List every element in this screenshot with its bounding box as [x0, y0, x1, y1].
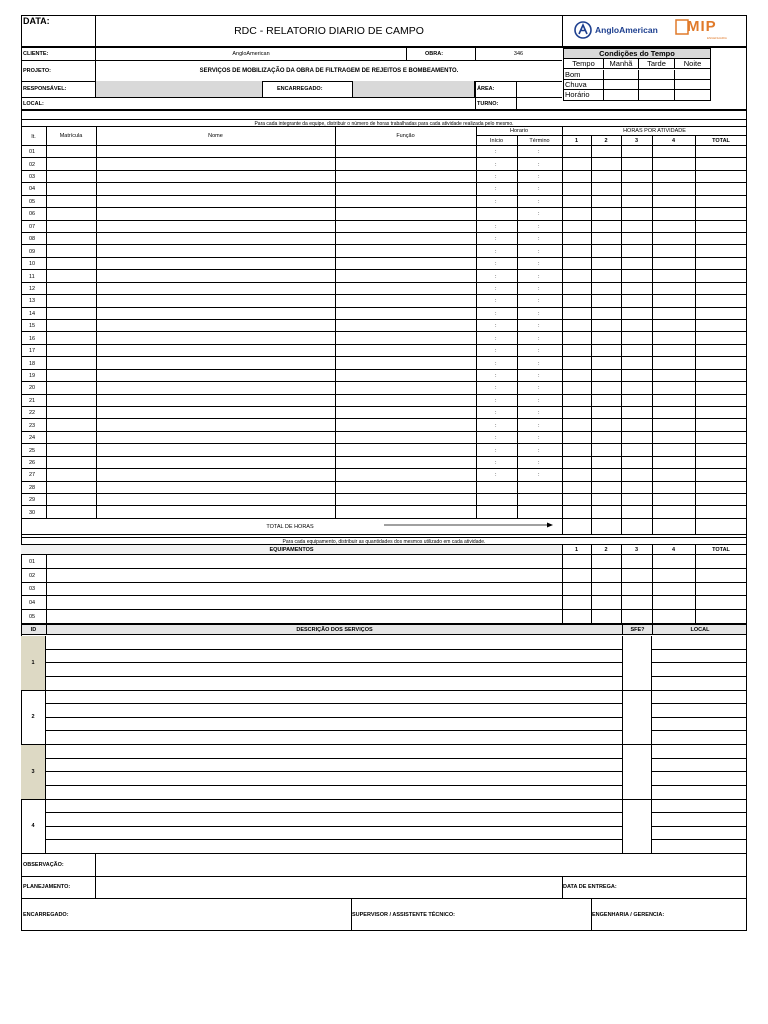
table-row[interactable]: [21, 457, 747, 469]
service-description-line[interactable]: [46, 731, 622, 745]
end-time-separator[interactable]: :: [538, 298, 540, 305]
end-time-separator[interactable]: :: [538, 149, 540, 156]
table-row[interactable]: [21, 494, 747, 506]
total-hours-label: TOTAL DE HORAS: [266, 524, 314, 530]
page-title: RDC - RELATORIO DIARIO DE CAMPO: [234, 25, 424, 37]
service-local-line[interactable]: [652, 827, 747, 841]
start-time-separator[interactable]: :: [495, 149, 497, 156]
weather-title: Condições do Tempo: [564, 49, 710, 59]
row-number: 15: [29, 323, 36, 330]
eq-col-4: 4: [652, 545, 695, 555]
row-number: 12: [29, 285, 36, 292]
end-time-separator[interactable]: :: [538, 323, 540, 330]
row-number: 02: [29, 161, 36, 168]
table-row[interactable]: [21, 444, 747, 456]
table-row[interactable]: [21, 432, 747, 444]
start-time-separator[interactable]: :: [495, 422, 497, 429]
obra-label: OBRA:: [425, 50, 444, 57]
service-description-line[interactable]: [46, 704, 622, 718]
weather-row-rain: Chuva: [564, 80, 604, 89]
row-number: 28: [29, 484, 36, 491]
project-label: PROJETO:: [23, 67, 52, 74]
end-time-separator[interactable]: :: [538, 422, 540, 429]
row-number: 06: [29, 211, 36, 218]
divider: [562, 15, 563, 47]
weather-cell[interactable]: [604, 70, 639, 79]
row-number: 25: [29, 447, 36, 454]
row-number: 17: [29, 348, 36, 355]
row-number: 16: [29, 335, 36, 342]
end-time-separator[interactable]: :: [538, 211, 540, 218]
services-col-desc: DESCRIÇÃO DOS SERVIÇOS: [46, 624, 622, 635]
row-number: 14: [29, 310, 36, 317]
weather-cell[interactable]: [675, 90, 710, 100]
service-local-line[interactable]: [652, 731, 747, 745]
signature-engineering-label: ENGENHARIA / GERENCIA:: [592, 911, 665, 918]
weather-cell[interactable]: [639, 80, 675, 89]
end-time-separator[interactable]: :: [538, 285, 540, 292]
row-number: 21: [29, 397, 36, 404]
end-time-separator[interactable]: :: [538, 335, 540, 342]
service-local-line[interactable]: [652, 691, 747, 705]
table-row[interactable]: [21, 221, 747, 233]
start-time-separator[interactable]: :: [495, 198, 497, 205]
end-time-separator[interactable]: :: [538, 372, 540, 379]
end-time-separator[interactable]: :: [538, 472, 540, 479]
weather-col-night: Noite: [683, 59, 702, 68]
service-local-line[interactable]: [652, 663, 747, 677]
client-value[interactable]: AngloAmerican: [232, 50, 270, 57]
table-row[interactable]: [21, 469, 747, 481]
col-inicio: Início: [489, 138, 504, 144]
row-number: 03: [29, 174, 36, 181]
service-local-line[interactable]: [652, 813, 747, 827]
service-local-line[interactable]: [652, 636, 747, 650]
end-time-separator[interactable]: :: [538, 435, 540, 442]
table-row[interactable]: [21, 183, 747, 195]
table-row[interactable]: [21, 320, 747, 332]
table-row[interactable]: [21, 196, 747, 208]
end-time-separator[interactable]: :: [538, 248, 540, 255]
start-time-separator[interactable]: :: [495, 236, 497, 243]
row-number: 10: [29, 261, 36, 268]
client-logo-text: AngloAmerican: [595, 25, 658, 35]
shift-label: TURNO:: [477, 100, 499, 107]
table-row[interactable]: [21, 332, 747, 344]
contractor-logo: [675, 19, 727, 41]
col-nome: Nome: [208, 133, 223, 139]
start-time-separator[interactable]: :: [495, 248, 497, 255]
client-logo: [574, 21, 658, 39]
service-local-line[interactable]: [652, 677, 747, 691]
services-col-sfe: SFE?: [622, 624, 652, 635]
weather-cell[interactable]: [675, 70, 710, 79]
weather-col-tempo: Tempo: [564, 59, 604, 68]
end-time-separator[interactable]: :: [538, 198, 540, 205]
table-row[interactable]: [21, 610, 747, 624]
service-local-line[interactable]: [652, 704, 747, 718]
service-local-line[interactable]: [652, 840, 747, 854]
service-id-cell: 1: [21, 636, 46, 691]
start-time-separator[interactable]: :: [495, 261, 497, 268]
service-description-line[interactable]: [46, 650, 622, 664]
foreman-label: ENCARREGADO:: [277, 86, 323, 92]
area-label: ÁREA:: [477, 86, 495, 92]
row-number: 09: [29, 248, 36, 255]
foreman-field[interactable]: [352, 81, 475, 97]
table-row[interactable]: [21, 270, 747, 282]
project-value[interactable]: SERVIÇOS DE MOBILIZAÇÃO DA OBRA DE FILTRAGEM DE REJEITOS E BOMBEAMENTO.: [199, 67, 459, 74]
table-row[interactable]: [21, 419, 747, 431]
col-activity-4: 4: [671, 138, 676, 144]
service-description-line[interactable]: [46, 800, 622, 814]
end-time-separator[interactable]: :: [538, 273, 540, 280]
planning-label: PLANEJAMENTO:: [23, 884, 71, 890]
col-funcao: Função: [396, 133, 415, 139]
service-description-line[interactable]: [46, 759, 622, 773]
service-local-line[interactable]: [652, 786, 747, 800]
col-item: It.: [31, 133, 36, 140]
table-row[interactable]: [21, 258, 747, 270]
service-local-line[interactable]: [652, 718, 747, 732]
row-number: 24: [29, 435, 36, 442]
table-row[interactable]: [21, 233, 747, 245]
observation-field[interactable]: [96, 855, 746, 875]
client-label: CLIENTE:: [23, 50, 49, 57]
weather-cell[interactable]: [639, 70, 675, 79]
table-row[interactable]: [21, 382, 747, 394]
equipment-header: EQUIPAMENTOS: [21, 545, 562, 555]
local-label: LOCAL:: [23, 100, 44, 107]
col-horas-atividade: HORAS POR ATIVIDADE: [562, 127, 747, 136]
col-activity-1: 1: [574, 138, 579, 144]
start-time-separator[interactable]: :: [495, 410, 497, 417]
row-number: 01: [29, 149, 36, 156]
date-label: DATA:: [23, 16, 50, 26]
row-number: 26: [29, 459, 36, 466]
start-time-separator[interactable]: :: [495, 298, 497, 305]
services-col-local: LOCAL: [652, 624, 747, 635]
col-termino: Término: [529, 138, 550, 144]
service-description-line[interactable]: [46, 636, 622, 650]
row-number: 01: [29, 558, 36, 565]
service-sfe-cell[interactable]: [622, 636, 652, 691]
signature-foreman-label: ENCARREGADO:: [23, 911, 69, 918]
weather-table: [563, 48, 711, 101]
start-time-separator[interactable]: :: [495, 372, 497, 379]
start-time-separator[interactable]: :: [495, 459, 497, 466]
equipment-note: Para cada equipamento, distribuir as quantidades dos mesmos utilizado em cada atividade.: [21, 537, 747, 545]
table-row[interactable]: [21, 395, 747, 407]
eq-col-1: 1: [562, 545, 591, 555]
end-time-separator[interactable]: :: [538, 236, 540, 243]
service-description-line[interactable]: [46, 745, 622, 759]
contractor-logo-sub: ENGENHARIA: [707, 36, 727, 40]
end-time-separator[interactable]: :: [538, 348, 540, 355]
obra-value[interactable]: 346: [513, 50, 524, 57]
service-sfe-cell[interactable]: [622, 745, 652, 800]
row-number: 27: [29, 472, 36, 479]
service-id-cell: 4: [21, 800, 46, 855]
row-number: 13: [29, 298, 36, 305]
end-time-separator[interactable]: :: [538, 223, 540, 230]
row-number: 20: [29, 385, 36, 392]
start-time-separator[interactable]: :: [495, 447, 497, 454]
planning-field[interactable]: [96, 877, 561, 897]
weather-cell[interactable]: [675, 80, 710, 89]
table-row[interactable]: [21, 357, 747, 369]
delivery-date-label: DATA DE ENTREGA:: [563, 884, 617, 890]
start-time-separator[interactable]: :: [495, 385, 497, 392]
eq-col-2: 2: [591, 545, 621, 555]
row-number: 19: [29, 372, 36, 379]
responsible-field[interactable]: [95, 81, 263, 97]
table-row[interactable]: [21, 245, 747, 257]
start-time-separator[interactable]: :: [495, 310, 497, 317]
col-activity-2: 2: [604, 138, 608, 144]
row-number: 04: [29, 600, 36, 607]
service-local-line[interactable]: [652, 759, 747, 773]
service-sfe-cell[interactable]: [622, 800, 652, 855]
table-row[interactable]: [21, 569, 747, 583]
start-time-separator[interactable]: :: [495, 186, 497, 193]
row-number: 08: [29, 236, 36, 243]
end-time-separator[interactable]: :: [538, 459, 540, 466]
start-time-separator[interactable]: :: [495, 435, 497, 442]
end-time-separator[interactable]: :: [538, 186, 540, 193]
service-local-line[interactable]: [652, 745, 747, 759]
responsible-label: RESPONSÁVEL:: [23, 86, 67, 92]
start-time-separator[interactable]: :: [495, 223, 497, 230]
row-number: 07: [29, 223, 36, 230]
row-number: 29: [29, 497, 36, 504]
row-number: 18: [29, 360, 36, 367]
weather-row-time: Horário: [564, 90, 604, 100]
weather-row-good: Bom: [564, 70, 604, 79]
service-description-line[interactable]: [46, 813, 622, 827]
service-id-cell: 2: [21, 691, 46, 746]
col-activity-3: 3: [634, 138, 639, 144]
service-local-line[interactable]: [652, 800, 747, 814]
team-note: Para cada integrante da equipe, distribuir o número de horas trabalhadas para cada atividade realizada pelo mesmo.: [21, 119, 747, 127]
services-col-id: ID: [30, 626, 37, 633]
arrow-right-icon: [384, 522, 554, 528]
end-time-separator[interactable]: :: [538, 397, 540, 404]
table-row[interactable]: [21, 583, 747, 597]
row-number: 22: [29, 410, 36, 417]
table-row[interactable]: [21, 283, 747, 295]
table-row[interactable]: [21, 596, 747, 610]
weather-cell[interactable]: [639, 90, 675, 100]
table-row[interactable]: [21, 158, 747, 170]
row-number: 02: [29, 572, 36, 579]
service-description-line[interactable]: [46, 718, 622, 732]
end-time-separator[interactable]: :: [538, 360, 540, 367]
start-time-separator[interactable]: :: [495, 161, 497, 168]
start-time-separator[interactable]: :: [495, 285, 497, 292]
service-description-line[interactable]: [46, 786, 622, 800]
table-row[interactable]: [21, 506, 747, 518]
service-description-line[interactable]: [46, 691, 622, 705]
end-time-separator[interactable]: :: [538, 174, 540, 181]
observation-label: OBSERVAÇÃO:: [23, 862, 64, 868]
end-time-separator[interactable]: :: [538, 161, 540, 168]
start-time-separator[interactable]: :: [495, 335, 497, 342]
service-description-line[interactable]: [46, 827, 622, 841]
table-row[interactable]: [21, 555, 747, 569]
service-description-line[interactable]: [46, 663, 622, 677]
table-row[interactable]: [21, 295, 747, 307]
col-matricula: Matrícula: [59, 133, 83, 139]
start-time-separator[interactable]: :: [495, 273, 497, 280]
row-number: 05: [29, 198, 36, 205]
row-number: 23: [29, 422, 36, 429]
start-time-separator[interactable]: :: [495, 360, 497, 367]
service-local-line[interactable]: [652, 650, 747, 664]
table-row[interactable]: [21, 482, 747, 494]
row-number: 04: [29, 186, 36, 193]
start-time-separator[interactable]: :: [495, 323, 497, 330]
weather-col-afternoon: Tarde: [639, 59, 675, 68]
signature-supervisor-label: SUPERVISOR / ASSISTENTE TÉCNICO:: [352, 911, 455, 918]
table-row[interactable]: [21, 208, 747, 220]
table-row[interactable]: [21, 370, 747, 382]
end-time-separator[interactable]: :: [538, 261, 540, 268]
start-time-separator[interactable]: :: [495, 472, 497, 479]
service-sfe-cell[interactable]: [622, 691, 652, 746]
table-row[interactable]: [21, 407, 747, 419]
row-number: 03: [29, 586, 36, 593]
start-time-separator[interactable]: :: [495, 348, 497, 355]
eq-col-3: 3: [621, 545, 652, 555]
row-number: 05: [29, 614, 36, 621]
row-number: 30: [29, 509, 36, 516]
col-horario: Horario: [476, 127, 562, 136]
service-local-line[interactable]: [652, 772, 747, 786]
anglo-logo-icon: [574, 21, 592, 39]
weather-col-morning: Manhã: [604, 59, 639, 68]
weather-cell[interactable]: [604, 80, 639, 89]
table-row[interactable]: [21, 345, 747, 357]
start-time-separator[interactable]: :: [495, 174, 497, 181]
col-activity-total: TOTAL: [712, 138, 730, 144]
contractor-logo-text: MIP: [687, 18, 717, 35]
eq-col-total: TOTAL: [695, 545, 747, 555]
end-time-separator[interactable]: :: [538, 385, 540, 392]
service-description-line[interactable]: [46, 772, 622, 786]
service-id-cell: 3: [21, 745, 46, 800]
service-description-line[interactable]: [46, 677, 622, 691]
table-row[interactable]: [21, 171, 747, 183]
row-number: 11: [29, 273, 35, 280]
end-time-separator[interactable]: :: [538, 310, 540, 317]
weather-cell[interactable]: [604, 90, 639, 100]
start-time-separator[interactable]: :: [495, 397, 497, 404]
service-description-line[interactable]: [46, 840, 622, 854]
table-row[interactable]: [21, 146, 747, 158]
table-row[interactable]: [21, 308, 747, 320]
end-time-separator[interactable]: :: [538, 447, 540, 454]
end-time-separator[interactable]: :: [538, 410, 540, 417]
